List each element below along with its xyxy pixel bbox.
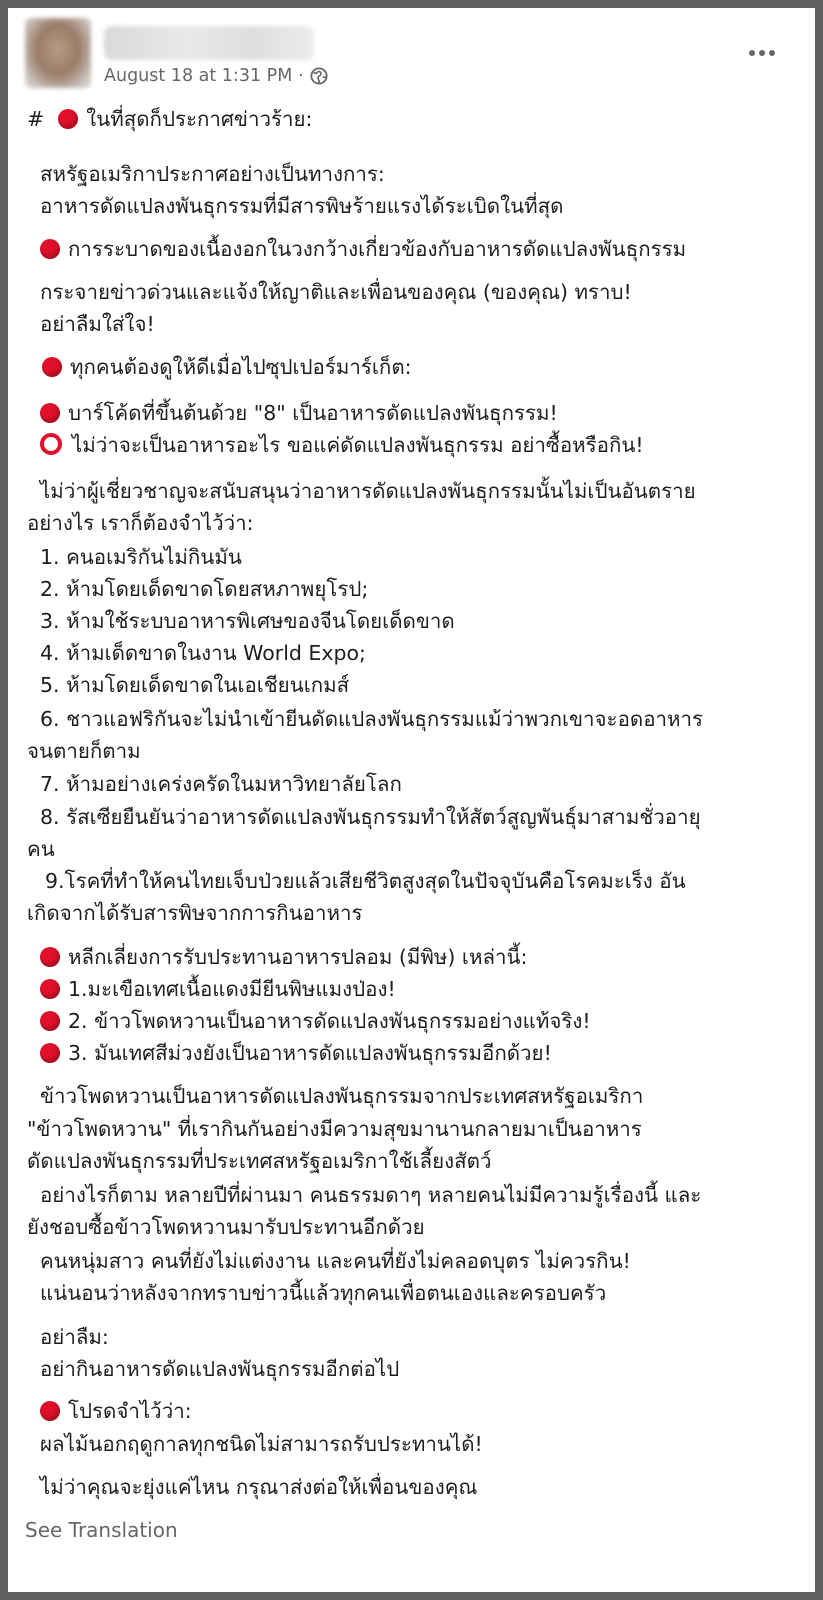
post-line bbox=[27, 1146, 491, 1176]
post-line-text: อย่างไรก็ตาม หลายปีที่ผ่านมา คนธรรมดาๆ หลายคนไม่มีความรู้เรื่องนี้ และ bbox=[40, 1183, 702, 1207]
post-line bbox=[40, 1354, 399, 1384]
post-line bbox=[40, 574, 368, 604]
post-line-text: ไม่ว่าจะเป็นอาหารอะไร ขอแค่ดัดแปลงพันธุกรรม อย่าซื้อหรือกิน! bbox=[72, 433, 644, 457]
post-line-text: 9.โรคที่ทำให้คนไทยเจ็บป่วยแล้วเสียชีวิตสูงสุดในปัจจุบันคือโรคมะเร็ง อัน bbox=[45, 869, 686, 893]
post-line bbox=[27, 834, 55, 864]
post-line bbox=[40, 1006, 591, 1036]
post-line bbox=[40, 309, 155, 339]
post-line bbox=[40, 1429, 483, 1459]
meta-separator: · bbox=[298, 66, 304, 86]
red-circle-icon bbox=[40, 1043, 60, 1063]
red-circle-icon bbox=[40, 1011, 60, 1031]
post-line-text: ไม่ว่าคุณจะยุ่งแค่ไหน กรุณาส่งต่อให้เพื่อนของคุณ bbox=[40, 1475, 478, 1499]
post-line-text: คนหนุ่มสาว คนที่ยังไม่แต่งงาน และคนที่ยังไม่คลอดบุตร ไม่ควรกิน! bbox=[40, 1249, 631, 1273]
post-line bbox=[27, 104, 312, 134]
post-line bbox=[40, 542, 242, 572]
post-line-text: อาหารดัดแปลงพันธุกรรมที่มีสารพิษร้ายแรงได้ระเบิดในที่สุด bbox=[40, 194, 564, 218]
post-line bbox=[40, 398, 558, 428]
avatar[interactable] bbox=[25, 18, 91, 88]
red-circle-icon bbox=[58, 109, 78, 129]
post-line bbox=[40, 1472, 477, 1502]
red-circle-icon bbox=[40, 1401, 60, 1421]
post-line-text: ดัดแปลงพันธุกรรมที่ประเทศสหรัฐอเมริกาใช้เลี้ยงสัตว์ bbox=[27, 1149, 492, 1173]
post-line-text: ยังชอบซื้อข้าวโพดหวานมารับประทานอีกด้วย bbox=[27, 1215, 425, 1239]
post-line bbox=[40, 191, 563, 221]
post-line bbox=[40, 1081, 643, 1111]
post-line-text: อย่าลืม: bbox=[40, 1325, 109, 1349]
post-line-text: อย่าลืมใส่ใจ! bbox=[40, 312, 155, 336]
post-line-text: 2. ห้ามโดยเด็ดขาดโดยสหภาพยุโรป; bbox=[40, 577, 369, 601]
red-circle-icon bbox=[42, 357, 62, 377]
post-line-text: ข้าวโพดหวานเป็นอาหารดัดแปลงพันธุกรรมจากประเทศสหรัฐอเมริกา bbox=[40, 1084, 644, 1108]
post-line-text: เกิดจากได้รับสารพิษจากการกินอาหาร bbox=[27, 901, 363, 925]
post-line bbox=[40, 476, 696, 506]
see-translation-link[interactable]: See Translation bbox=[25, 1518, 178, 1542]
author-name-blurred[interactable] bbox=[104, 26, 314, 60]
post-line-text: 3. มันเทศสีม่วงยังเป็นอาหารดัดแปลงพันธุกรรมอีกด้วย! bbox=[68, 1041, 552, 1065]
post-line bbox=[40, 1278, 606, 1308]
post-line bbox=[42, 352, 412, 382]
red-circle-icon bbox=[40, 403, 60, 423]
post-line-text: ผลไม้นอกฤดูกาลทุกชนิดไม่สามารถรับประทานได้! bbox=[40, 1432, 483, 1456]
post-line bbox=[40, 942, 527, 972]
post-line-text: หลีกเลี่ยงการรับประทานอาหารปลอม (มีพิษ) เหล่านี้: bbox=[68, 945, 528, 969]
post-line-text: ทุกคนต้องดูให้ดีเมื่อไปซุปเปอร์มาร์เก็ต: bbox=[70, 355, 412, 379]
post-line bbox=[27, 508, 254, 538]
post-line bbox=[40, 606, 455, 636]
post-line bbox=[27, 898, 363, 928]
post-line bbox=[45, 866, 686, 896]
red-circle-icon bbox=[40, 947, 60, 967]
post-line bbox=[40, 974, 396, 1004]
hashtag-prefix: # bbox=[27, 107, 45, 131]
post-line bbox=[40, 1396, 192, 1426]
post-line bbox=[40, 277, 632, 307]
post-line bbox=[40, 1246, 631, 1276]
post-line-text: สหรัฐอเมริกาประกาศอย่างเป็นทางการ: bbox=[40, 162, 385, 186]
post-line bbox=[40, 430, 644, 460]
more-options-icon[interactable] bbox=[749, 50, 775, 56]
post-line-text: การระบาดของเนื้องอกในวงกว้างเกี่ยวข้องกับอาหารดัดแปลงพันธุกรรม bbox=[68, 237, 687, 261]
post-line-text: 5. ห้ามโดยเด็ดขาดในเอเชียนเกมส์ bbox=[40, 673, 350, 697]
post-line-text: 4. ห้ามเด็ดขาดในงาน World Expo; bbox=[40, 641, 366, 665]
post-line bbox=[40, 802, 701, 832]
post-meta bbox=[104, 64, 328, 88]
post-line bbox=[40, 1038, 552, 1068]
post-line bbox=[40, 1180, 701, 1210]
post-line bbox=[40, 638, 366, 668]
post-line bbox=[27, 1212, 425, 1242]
post-line bbox=[40, 704, 703, 734]
red-circle-icon bbox=[40, 979, 60, 999]
post-line bbox=[40, 234, 686, 264]
post-line-text: กระจายข่าวด่วนและแจ้งให้ญาติและเพื่อนของคุณ (ของคุณ) ทราบ! bbox=[40, 280, 632, 304]
red-circle-icon bbox=[40, 239, 60, 259]
post-line-text: 2. ข้าวโพดหวานเป็นอาหารดัดแปลงพันธุกรรมอย่างแท้จริง! bbox=[68, 1009, 591, 1033]
post-line bbox=[40, 670, 349, 700]
post-line-text: 8. รัสเซียยืนยันว่าอาหารดัดแปลงพันธุกรรมทำให้สัตว์สูญพันธุ์มาสามชั่วอายุ bbox=[40, 805, 701, 829]
post-line-text: แน่นอนว่าหลังจากทราบข่าวนี้แล้วทุกคนเพื่อตนเองและครอบครัว bbox=[40, 1281, 607, 1305]
post-line-text: 1.มะเขือเทศเนื้อแดงมียีนพิษแมงป่อง! bbox=[68, 977, 396, 1001]
post-line-text: อย่างไร เราก็ต้องจำไว้ว่า: bbox=[27, 511, 254, 535]
post-line bbox=[27, 1114, 642, 1144]
post-line-text: อย่ากินอาหารดัดแปลงพันธุกรรมอีกต่อไป bbox=[40, 1357, 400, 1381]
post-line-text: บาร์โค้ดที่ขึ้นต้นด้วย "8" เป็นอาหารดัดแปลงพันธุกรรม! bbox=[68, 401, 558, 425]
post-line bbox=[40, 769, 402, 799]
post-line-text: ไม่ว่าผู้เชี่ยวชาญจะสนับสนุนว่าอาหารดัดแปลงพันธุกรรมนั้นไม่เป็นอันตราย bbox=[40, 479, 696, 503]
post-line bbox=[40, 1322, 109, 1352]
hollow-red-circle-icon bbox=[40, 433, 62, 455]
post-line bbox=[27, 736, 141, 766]
post-line-text: ในที่สุดก็ประกาศข่าวร้าย: bbox=[86, 107, 313, 131]
timestamp-link[interactable]: August 18 at 1:31 PM bbox=[104, 66, 293, 86]
post-line-text: คน bbox=[27, 837, 55, 861]
post-line-text: "ข้าวโพดหวาน" ที่เรากินกันอย่างมีความสุขมานานกลายมาเป็นอาหาร bbox=[27, 1117, 642, 1141]
post-line-text: 7. ห้ามอย่างเคร่งครัดในมหาวิทยาลัยโลก bbox=[40, 772, 402, 796]
globe-icon[interactable] bbox=[310, 67, 328, 85]
post-line bbox=[40, 159, 385, 189]
post-card bbox=[8, 8, 815, 1592]
post-line-text: จนตายก็ตาม bbox=[27, 739, 141, 763]
post-line-text: โปรดจำไว้ว่า: bbox=[68, 1399, 192, 1423]
post-line-text: 3. ห้ามใช้ระบบอาหารพิเศษของจีนโดยเด็ดขาด bbox=[40, 609, 455, 633]
post-line-text: 6. ชาวแอฟริกันจะไม่นำเข้ายีนดัดแปลงพันธุกรรมแม้ว่าพวกเขาจะอดอาหาร bbox=[40, 707, 704, 731]
post-line-text: 1. คนอเมริกันไม่กินมัน bbox=[40, 545, 242, 569]
